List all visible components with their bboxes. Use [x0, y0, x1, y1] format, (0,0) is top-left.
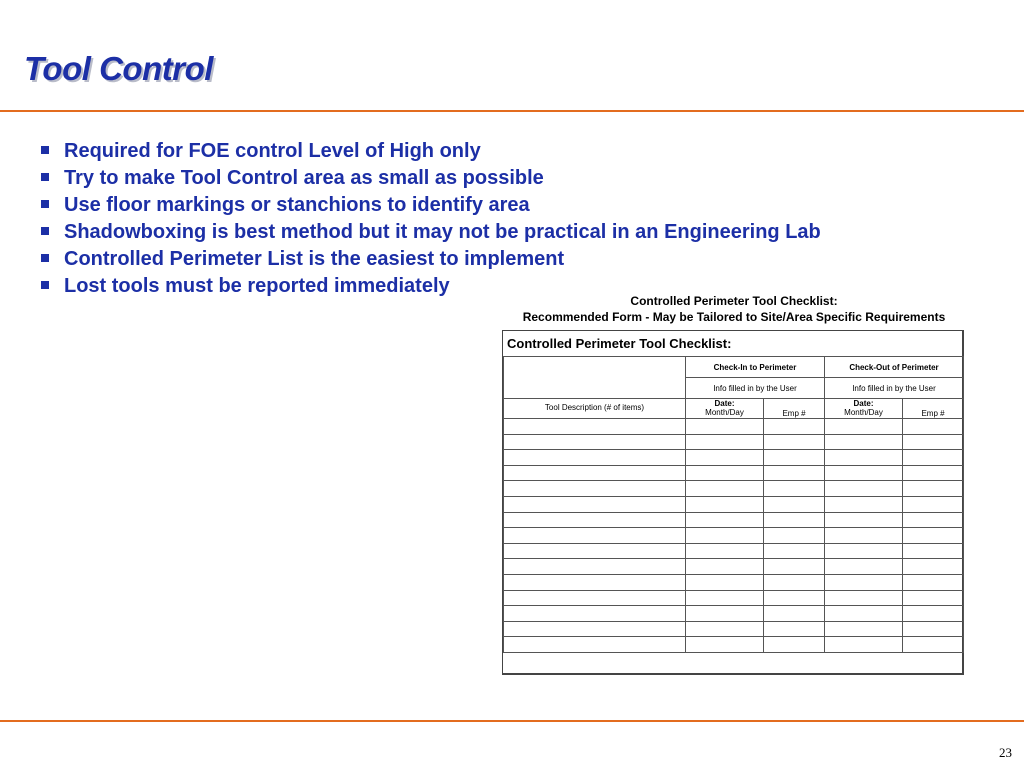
checklist-cell[interactable]	[825, 574, 903, 590]
bullet-item: Lost tools must be reported immediately	[40, 273, 821, 300]
checklist-cell[interactable]	[504, 559, 686, 575]
square-bullet-icon	[41, 254, 49, 262]
checklist-cell[interactable]	[825, 543, 903, 559]
checklist-cell[interactable]	[686, 496, 764, 512]
checklist-cell[interactable]	[825, 606, 903, 622]
bullet-item: Controlled Perimeter List is the easiest to implement	[40, 246, 821, 273]
checklist-row	[504, 465, 964, 481]
checklist-cell[interactable]	[686, 465, 764, 481]
checklist-cell[interactable]	[504, 434, 686, 450]
figure-caption-subtitle: Recommended Form - May be Tailored to Site/Area Specific Requirements	[522, 310, 946, 324]
checklist-cell[interactable]	[504, 606, 686, 622]
checklist-cell[interactable]	[504, 637, 686, 653]
month-day-label: Month/Day	[844, 408, 883, 417]
checklist-cell[interactable]	[825, 528, 903, 544]
checklist-cell[interactable]	[903, 637, 964, 653]
bullet-list	[40, 138, 821, 300]
checklist-row	[504, 434, 964, 450]
checklist-cell[interactable]	[686, 590, 764, 606]
checklist-cell[interactable]	[825, 450, 903, 466]
tool-description-header: Tool Description (# of items)	[504, 399, 686, 419]
checklist-cell[interactable]	[825, 419, 903, 435]
bullet-item: Use floor markings or stanchions to identify area	[40, 192, 821, 219]
checklist-cell[interactable]	[504, 450, 686, 466]
square-bullet-icon	[41, 227, 49, 235]
checklist-cell[interactable]	[825, 621, 903, 637]
blank-header-cell	[504, 357, 686, 399]
tool-checklist-table	[503, 356, 964, 653]
checklist-cell[interactable]	[686, 528, 764, 544]
checklist-cell[interactable]	[903, 606, 964, 622]
checklist-cell[interactable]	[686, 543, 764, 559]
checklist-cell[interactable]	[903, 434, 964, 450]
checklist-cell[interactable]	[764, 574, 825, 590]
bullet-item: Shadowboxing is best method but it may not be practical in an Engineering Lab	[40, 219, 821, 246]
checklist-cell[interactable]	[686, 434, 764, 450]
checklist-cell[interactable]	[903, 590, 964, 606]
checklist-row	[504, 496, 964, 512]
checklist-cell[interactable]	[903, 450, 964, 466]
checklist-cell[interactable]	[764, 512, 825, 528]
checklist-row	[504, 512, 964, 528]
checklist-cell[interactable]	[764, 434, 825, 450]
check-in-emp-header: Emp #	[764, 399, 825, 419]
checklist-cell[interactable]	[764, 450, 825, 466]
checklist-row	[504, 528, 964, 544]
checklist-cell[interactable]	[825, 512, 903, 528]
checklist-cell[interactable]	[764, 543, 825, 559]
checklist-cell[interactable]	[504, 496, 686, 512]
checklist-cell[interactable]	[903, 481, 964, 497]
check-out-header: Check-Out of Perimeter	[825, 357, 964, 378]
checklist-cell[interactable]	[764, 606, 825, 622]
checklist-cell[interactable]	[686, 621, 764, 637]
checklist-cell[interactable]	[764, 528, 825, 544]
header-row	[504, 357, 964, 378]
check-out-info: Info filled in by the User	[825, 378, 964, 399]
slide-title: Tool Control	[24, 50, 213, 87]
form-title: Controlled Perimeter Tool Checklist:	[507, 336, 732, 351]
checklist-cell[interactable]	[903, 543, 964, 559]
date-label: Date:	[714, 399, 735, 408]
checklist-cell[interactable]	[686, 559, 764, 575]
checklist-row	[504, 637, 964, 653]
page-number: 23	[999, 745, 1012, 760]
square-bullet-icon	[41, 146, 49, 154]
checklist-cell[interactable]	[686, 574, 764, 590]
checklist-cell[interactable]	[504, 528, 686, 544]
check-out-emp-header: Emp #	[903, 399, 964, 419]
check-in-date-header	[686, 399, 764, 419]
checklist-cell[interactable]	[825, 637, 903, 653]
checklist-row	[504, 621, 964, 637]
bullet-item: Required for FOE control Level of High only	[40, 138, 821, 165]
square-bullet-icon	[41, 173, 49, 181]
checklist-cell[interactable]	[504, 543, 686, 559]
checklist-cell[interactable]	[764, 496, 825, 512]
checklist-cell[interactable]	[825, 434, 903, 450]
checklist-cell[interactable]	[504, 590, 686, 606]
checklist-cell[interactable]	[825, 481, 903, 497]
checklist-cell[interactable]	[903, 465, 964, 481]
checklist-cell[interactable]	[764, 637, 825, 653]
checklist-cell[interactable]	[764, 621, 825, 637]
checklist-cell[interactable]	[903, 419, 964, 435]
square-bullet-icon	[41, 281, 49, 289]
top-divider	[0, 110, 1024, 112]
checklist-cell[interactable]	[504, 621, 686, 637]
checklist-cell[interactable]	[504, 512, 686, 528]
column-header-row	[504, 399, 964, 419]
checklist-cell[interactable]	[764, 590, 825, 606]
checklist-cell[interactable]	[504, 465, 686, 481]
checklist-cell[interactable]	[903, 574, 964, 590]
checklist-cell[interactable]	[825, 590, 903, 606]
checklist-cell[interactable]	[504, 481, 686, 497]
checklist-cell[interactable]	[504, 419, 686, 435]
checklist-row	[504, 574, 964, 590]
checklist-row	[504, 559, 964, 575]
checklist-row	[504, 419, 964, 435]
square-bullet-icon	[41, 200, 49, 208]
checklist-row	[504, 543, 964, 559]
checklist-cell[interactable]	[764, 559, 825, 575]
checklist-cell[interactable]	[825, 465, 903, 481]
checklist-row	[504, 481, 964, 497]
check-in-header: Check-In to Perimeter	[686, 357, 825, 378]
checklist-cell[interactable]	[903, 512, 964, 528]
checklist-cell[interactable]	[825, 559, 903, 575]
checklist-cell[interactable]	[686, 606, 764, 622]
checklist-cell[interactable]	[686, 481, 764, 497]
checklist-cell[interactable]	[903, 528, 964, 544]
checklist-cell[interactable]	[903, 621, 964, 637]
checklist-cell[interactable]	[764, 465, 825, 481]
bottom-divider	[0, 720, 1024, 722]
checklist-cell[interactable]	[825, 496, 903, 512]
check-out-date-header	[825, 399, 903, 419]
bullet-item: Try to make Tool Control area as small as possible	[40, 165, 821, 192]
checklist-row	[504, 606, 964, 622]
checklist-row	[504, 590, 964, 606]
checklist-cell[interactable]	[686, 637, 764, 653]
checklist-cell[interactable]	[686, 450, 764, 466]
checklist-cell[interactable]	[686, 419, 764, 435]
figure-caption-title: Controlled Perimeter Tool Checklist:	[630, 294, 838, 308]
checklist-cell[interactable]	[686, 512, 764, 528]
checklist-cell[interactable]	[764, 419, 825, 435]
checklist-cell[interactable]	[903, 496, 964, 512]
check-in-info: Info filled in by the User	[686, 378, 825, 399]
checklist-cell[interactable]	[504, 574, 686, 590]
checklist-row	[504, 450, 964, 466]
month-day-label: Month/Day	[705, 408, 744, 417]
checklist-cell[interactable]	[903, 559, 964, 575]
date-label: Date:	[853, 399, 874, 408]
checklist-cell[interactable]	[764, 481, 825, 497]
